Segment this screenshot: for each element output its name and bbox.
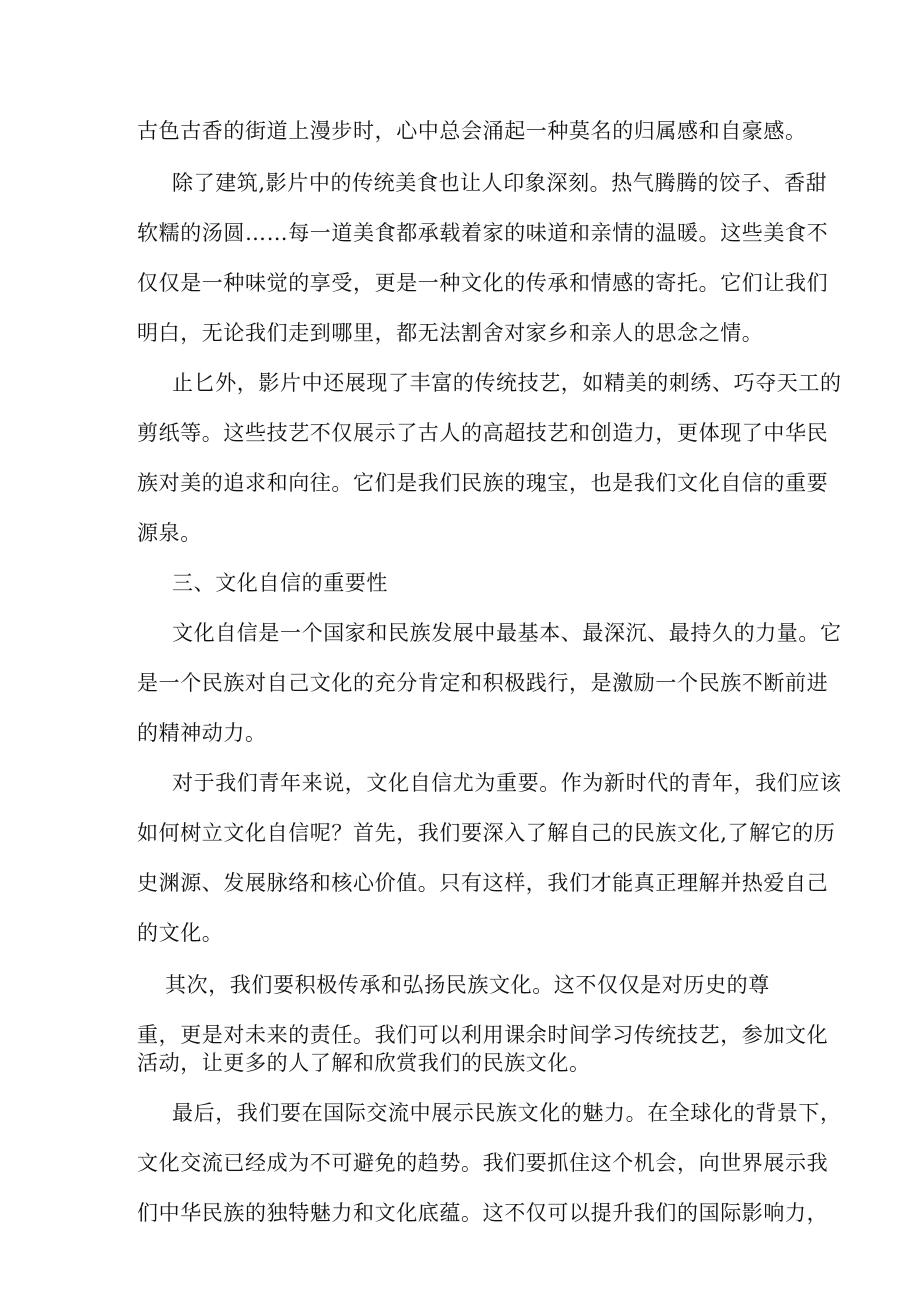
text-line: 明白，无论我们走到哪里，都无法割舍对家乡和亲人的思念之情。 [137, 321, 764, 345]
text-line: 止匕外，影片中还展现了丰富的传统技艺，如精美的刺绣、巧夺天工的 [172, 371, 842, 395]
text-line: 们中华民族的独特魅力和文化底蕴。这不仅可以提升我们的国际影响力， [137, 1201, 829, 1225]
text-line: 古色古香的街道上漫步时，心中总会涌起一种莫名的归属感和自豪感。 [137, 119, 807, 143]
text-line: 的文化。 [137, 921, 224, 945]
text-line: 文化自信是一个国家和民族发展中最基本、最深沉、最持久的力量。它 [172, 621, 842, 645]
text-line: 仅仅是一种味觉的享受，更是一种文化的传承和情感的寄托。它们让我们 [137, 271, 829, 295]
text-line: 如何树立文化自信呢？首先，我们要深入了解自己的民族文化,了解它的历 [137, 821, 836, 845]
text-line: 剪纸等。这些技艺不仅展示了古人的高超技艺和创造力，更体现了中华民 [137, 421, 829, 445]
text-line: 活动，让更多的人了解和欣赏我们的民族文化。 [137, 1051, 591, 1075]
text-line: 软糯的汤圆……每一道美食都承载着家的味道和亲情的温暖。这些美食不 [137, 221, 829, 245]
text-line: 重，更是对未来的责任。我们可以利用课余时间学习传统技艺，参加文化 [137, 1023, 829, 1047]
text-line: 其次，我们要积极传承和弘扬民族文化。这不仅仅是对历史的尊 [165, 973, 770, 997]
heading-line: 三、文化自信的重要性 [172, 571, 388, 595]
text-line: 文化交流已经成为不可避免的趋势。我们要抓住这个机会，向世界展示我 [137, 1151, 829, 1175]
text-line: 除了建筑,影片中的传统美食也让人印象深刻。热气腾腾的饺子、香甜 [172, 171, 828, 195]
text-line: 史渊源、发展脉络和核心价值。只有这样，我们才能真正理解并热爱自己 [137, 871, 829, 895]
text-line: 源泉。 [137, 521, 202, 545]
text-line: 族对美的追求和向往。它们是我们民族的瑰宝，也是我们文化自信的重要 [137, 471, 829, 495]
text-line: 的精神动力。 [137, 721, 267, 745]
text-line: 是一个民族对自己文化的充分肯定和积极践行，是激励一个民族不断前进 [137, 671, 829, 695]
text-line: 对于我们青年来说，文化自信尤为重要。作为新时代的青年，我们应该 [172, 771, 842, 795]
text-line: 最后，我们要在国际交流中展示民族文化的魅力。在全球化的背景下， [172, 1101, 842, 1125]
